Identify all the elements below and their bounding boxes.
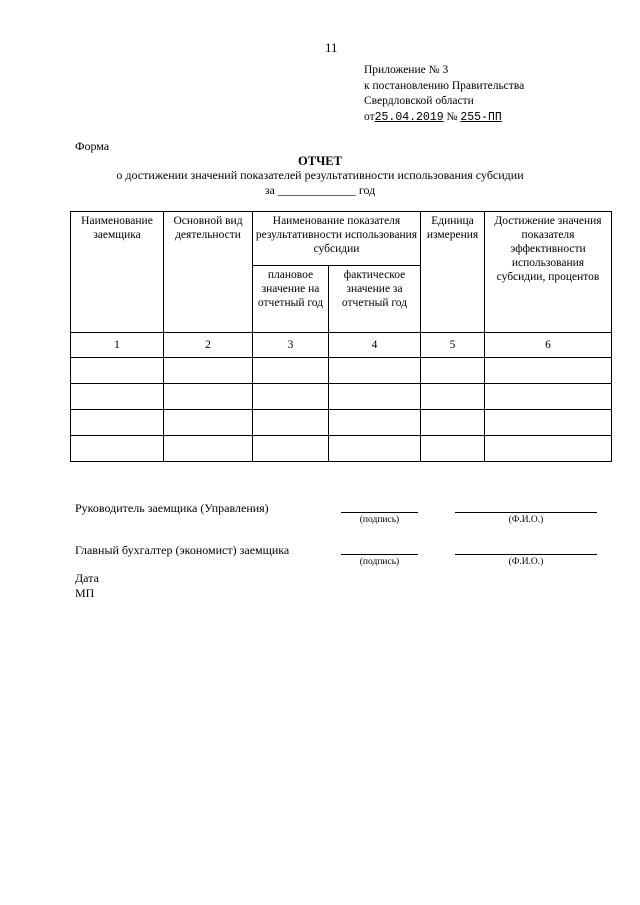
date-label: Дата [75, 571, 99, 585]
column-number: 4 [329, 333, 421, 358]
table-cell [164, 358, 253, 384]
report-title: ОТЧЕТ [298, 154, 342, 168]
table-cell [253, 384, 329, 410]
column-number: 1 [71, 333, 164, 358]
appendix-line-3: Свердловской области [364, 95, 474, 107]
column-number: 5 [421, 333, 485, 358]
table-cell [253, 358, 329, 384]
table-cell [421, 436, 485, 462]
accountant-name-caption: (Ф.И.О.) [508, 557, 544, 567]
page-number: 11 [325, 40, 338, 55]
table-cell [71, 384, 164, 410]
header-main-activity: Основной вид деятельности [164, 212, 253, 333]
date-prefix: от [364, 110, 375, 123]
header-unit: Единица измерения [421, 212, 485, 333]
report-subtitle: о достижении значений показателей результативности использования субсидии [116, 168, 524, 182]
decree-date: 25.04.2019 [374, 110, 444, 124]
table-cell [421, 358, 485, 384]
column-number: 6 [485, 333, 612, 358]
table-cell [421, 410, 485, 436]
table-cell [485, 384, 612, 410]
table-cell [71, 436, 164, 462]
column-number: 2 [164, 333, 253, 358]
table-row [71, 358, 612, 384]
header-actual-value: фактическое значение за отчетный год [329, 266, 421, 333]
number-prefix: № [446, 110, 458, 123]
table-cell [164, 384, 253, 410]
header-planned-value: плановое значение на отчетный год [253, 266, 329, 333]
appendix-line-1: Приложение № 3 [364, 64, 449, 76]
head-signature-caption: (подпись) [359, 515, 400, 525]
head-signature-line [341, 512, 418, 513]
table-cell [329, 410, 421, 436]
table-cell [253, 436, 329, 462]
column-number: 3 [253, 333, 329, 358]
table-cell [421, 384, 485, 410]
accountant-signature-caption: (подпись) [359, 557, 400, 567]
accountant-signature-line [341, 554, 418, 555]
appendix-line-2: к постановлению Правительства [364, 79, 525, 92]
header-achievement: Достижение значения показателя эффективности использования субсидии, процентов [485, 212, 612, 333]
table-cell [71, 410, 164, 436]
head-name-caption: (Ф.И.О.) [508, 515, 544, 525]
table-row [71, 436, 612, 462]
table-row [71, 410, 612, 436]
header-indicator-name: Наименование показателя результативности использования субсидии [253, 212, 421, 266]
table-cell [164, 436, 253, 462]
appendix-date-line [364, 110, 524, 126]
accountant-signature-label: Главный бухгалтер (экономист) заемщика [75, 543, 290, 557]
decree-number: 255-ПП [460, 110, 502, 124]
table-cell [253, 410, 329, 436]
report-table [70, 211, 612, 462]
table-cell [485, 436, 612, 462]
table-cell [164, 410, 253, 436]
table-cell [329, 358, 421, 384]
table-cell [485, 410, 612, 436]
stamp-label: МП [75, 586, 95, 600]
column-numbers-row [71, 333, 612, 358]
head-name-line [455, 512, 597, 513]
head-signature-label: Руководитель заемщика (Управления) [75, 501, 269, 515]
table-cell [329, 384, 421, 410]
table-row [71, 384, 612, 410]
table-cell [71, 358, 164, 384]
report-period: за _____________ год [264, 183, 376, 197]
table-cell [485, 358, 612, 384]
header-borrower-name: Наименование заемщика [71, 212, 164, 333]
table-cell [329, 436, 421, 462]
accountant-name-line [455, 554, 597, 555]
appendix-block [364, 63, 524, 125]
form-label: Форма [75, 139, 110, 153]
